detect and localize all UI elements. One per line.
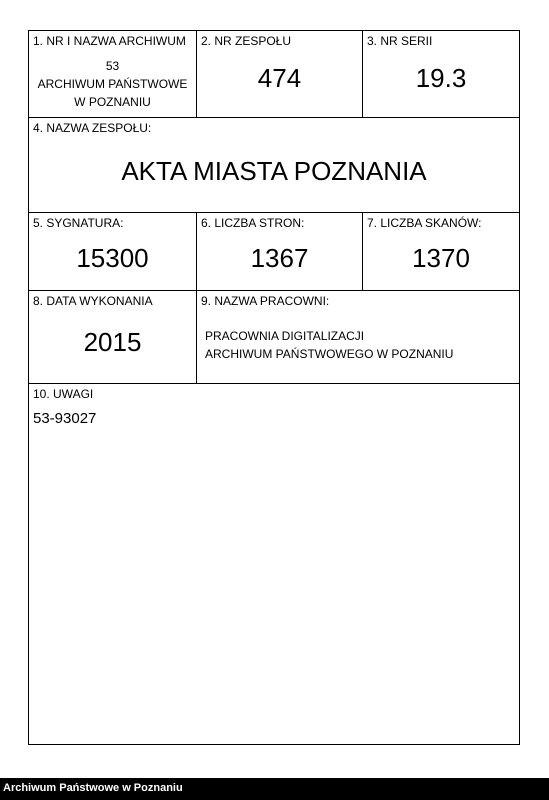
series-number-cell (363, 31, 519, 118)
date-value: 2015 (83, 327, 142, 357)
footer-text: Archiwum Państwowe w Poznaniu (3, 782, 183, 794)
studio-label: 9. NAZWA PRACOWNI: (201, 294, 330, 308)
metadata-card (28, 30, 520, 745)
notes-value: 53-93027 (33, 410, 97, 427)
fonds-name-cell (29, 118, 519, 213)
archive-name-line1: ARCHIWUM PAŃSTWOWE (37, 77, 188, 91)
signature-cell (29, 213, 197, 291)
date-cell (29, 291, 197, 384)
page-count-value: 1367 (250, 243, 309, 273)
fonds-number-label: 2. NR ZESPOŁU (201, 34, 292, 48)
studio-line1: PRACOWNIA DIGITALIZACJI (205, 329, 365, 343)
fonds-name-value: AKTA MIASTA POZNANIA (121, 156, 427, 186)
page-count-cell (197, 213, 363, 291)
page-count-label: 6. LICZBA STRON: (201, 216, 305, 230)
studio-line2: ARCHIWUM PAŃSTWOWEGO W POZNANIU (205, 347, 454, 361)
studio-cell (197, 291, 519, 384)
date-label: 8. DATA WYKONANIA (33, 294, 153, 308)
archive-number: 53 (105, 59, 120, 73)
signature-value: 15300 (76, 243, 149, 273)
fonds-number-value: 474 (257, 63, 302, 93)
scan-count-value: 1370 (412, 243, 470, 273)
series-number-value: 19.3 (415, 63, 467, 93)
notes-label: 10. UWAGI (33, 387, 94, 401)
scan-count-label: 7. LICZBA SKANÓW: (367, 216, 482, 230)
notes-cell (29, 384, 519, 744)
archive-cell (29, 31, 197, 118)
archive-name-line2: W POZNANIU (74, 95, 151, 109)
fonds-number-cell (197, 31, 363, 118)
signature-label: 5. SYGNATURA: (33, 216, 124, 230)
series-number-label: 3. NR SERII (367, 34, 433, 48)
archive-label: 1. NR I NAZWA ARCHIWUM (33, 34, 186, 48)
fonds-name-label: 4. NAZWA ZESPOŁU: (33, 121, 152, 135)
scan-count-cell (363, 213, 519, 291)
footer-bar (0, 778, 549, 800)
